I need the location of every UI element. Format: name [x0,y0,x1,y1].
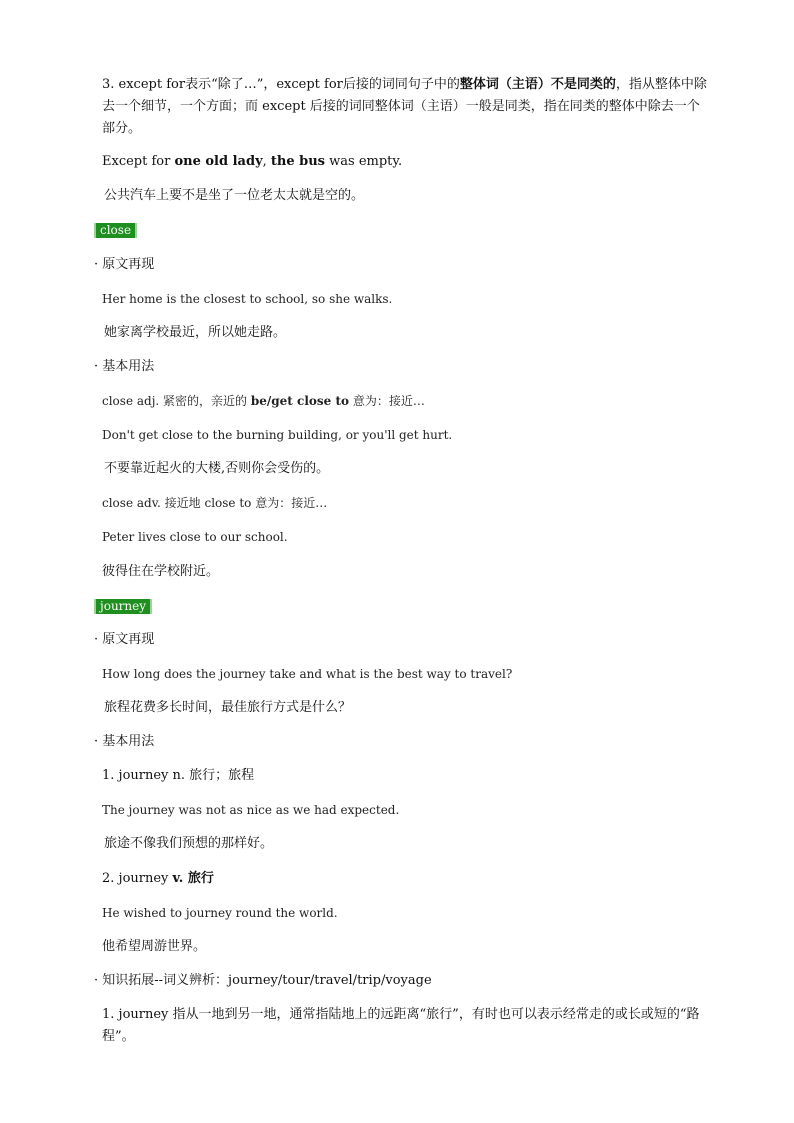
example-translation: 不要靠近起火的大楼,否则你会受伤的。 [104,461,330,476]
example-translation: 旅途不像我们预想的那样好。 [104,836,274,851]
usage-text: 2. journey [102,871,173,886]
section-heading: · 原文再现 [94,257,155,272]
tag-label: journey [94,599,152,614]
example-sentence [94,151,712,173]
usage-line [94,390,712,412]
usage-line: 1. journey n. 旅行；旅程 [102,768,255,783]
paragraph-except-for [94,74,712,140]
bold-phrase: one old lady [174,154,263,169]
usage-text: close adj. 紧密的，亲近的 [102,394,251,408]
example-sentence: He wished to journey round the world. [102,906,338,920]
vocab-tag-close [94,220,704,242]
paragraph-text: 3. except for表示“除了…”，except for后接的词同句子中的 [102,77,460,92]
example-sentence: How long does the journey take and what is the best way to travel? [102,667,513,681]
section-heading: · 基本用法 [94,734,155,749]
bold-phrase: be/get close to [250,394,349,408]
section-heading: · 原文再现 [94,632,155,647]
usage-text: 意为：接近… [349,394,425,408]
example-translation: 公共汽车上要不是坐了一位老太太就是空的。 [104,188,365,203]
example-sentence: Don't get close to the burning building, or you'll get hurt. [102,428,453,442]
example-sentence: Her home is the closest to school, so she walks. [102,292,393,306]
example-sentence: Peter lives close to our school. [102,530,288,544]
example-translation: 彼得住在学校附近。 [102,564,220,579]
bold-phrase: v. 旅行 [172,871,214,886]
example-translation: 旅程花费多长时间，最佳旅行方式是什么？ [104,700,352,715]
section-heading: · 知识拓展--词义辨析：journey/tour/travel/trip/voyage [94,973,432,988]
paragraph-journey-note: 1. journey 指从一地到另一地，通常指陆地上的远距离“旅行”，有时也可以表示经常走的或长或短的“路程”。 [102,1007,700,1044]
example-text: Except for [102,154,175,169]
paragraph-text-cont: ，指从整体中除去一个细节，一个方面；而 except 后接的词同整体词（主语）一般是同类，指在同类的整体中除去一个部分。 [102,77,707,136]
usage-line: close adv. 接近地 close to 意为：接近… [102,496,328,510]
example-text: , [262,154,271,169]
section-heading: · 基本用法 [94,359,155,374]
example-text: was empty. [325,154,403,169]
tag-label: close [94,223,137,238]
usage-line [94,868,712,890]
vocab-tag-journey [94,596,704,618]
example-translation: 她家离学校最近，所以她走路。 [104,325,287,340]
bold-phrase: the bus [270,154,326,169]
example-sentence: The journey was not as nice as we had expected. [102,803,400,817]
example-translation: 他希望周游世界。 [102,939,207,954]
bold-phrase: 整体词（主语）不是同类的 [459,77,616,92]
